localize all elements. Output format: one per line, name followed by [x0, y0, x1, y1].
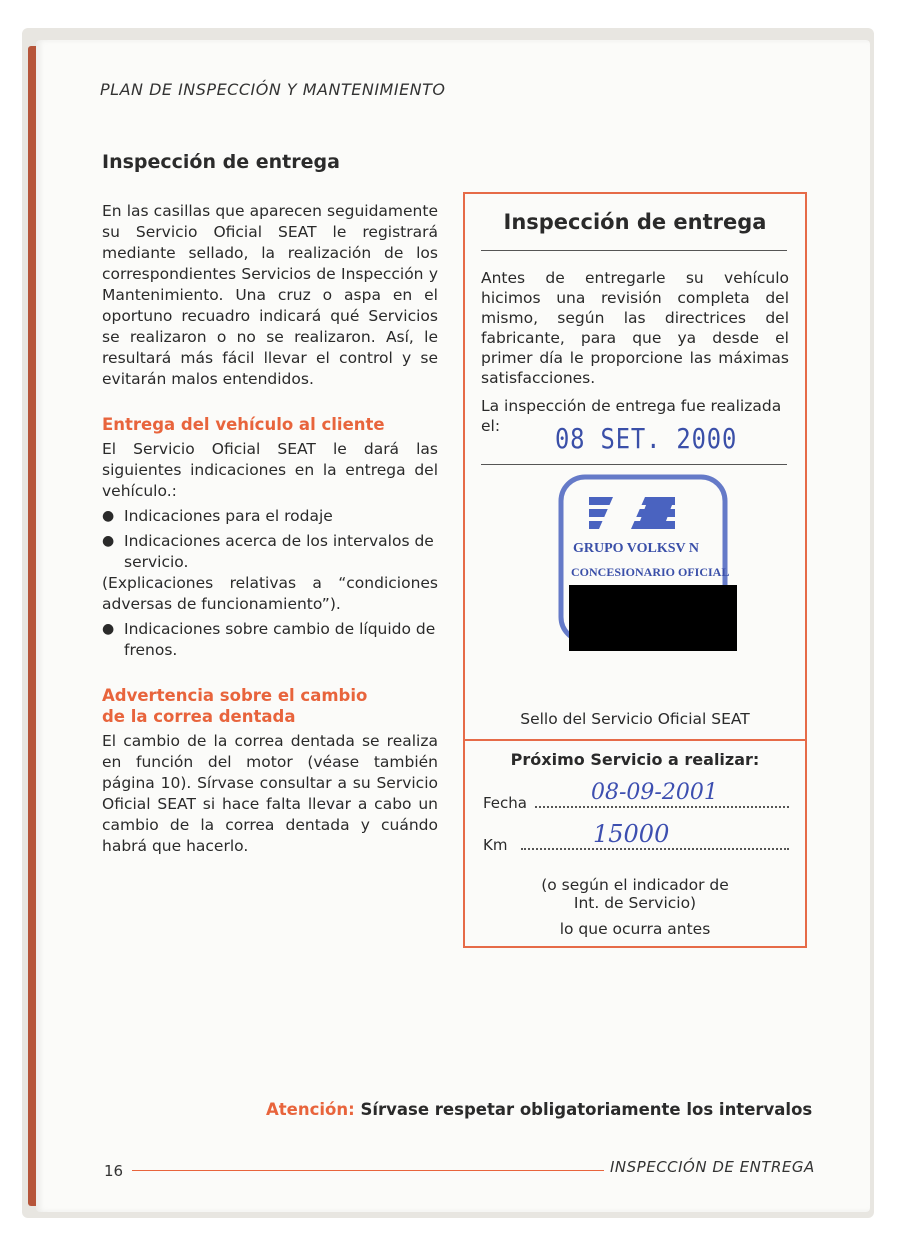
warning-text: Sírvase respetar obligatoriamente los intervalos: [360, 1100, 813, 1119]
date-stamp: 08 SET. 2000: [555, 422, 738, 455]
box-paragraph: Antes de entregarle su vehículo hicimos una revisión completa del mismo, según las directrices del fabricante, para que ya desde el primer día le proporcione las máximas satisfacciones.: [481, 269, 789, 387]
box-text: [481, 268, 789, 436]
page-number: 16: [104, 1162, 124, 1180]
bullet-text: Indicaciones sobre cambio de líquido de frenos.: [124, 620, 436, 659]
stamp-line2: CONCESIONARIO OFICIAL: [571, 565, 730, 579]
bullet-item: [102, 531, 438, 573]
km-handwritten-value: 15000: [593, 820, 670, 848]
footer-rule: [132, 1170, 604, 1171]
warning-note: [266, 1100, 812, 1119]
left-title: Inspección de entrega: [102, 151, 340, 173]
intro-paragraph: En las casillas que aparecen seguidamente su Servicio Oficial SEAT le registrará mediante sellado, la realización de los correspondientes Servicios de Inspección y Mantenimiento. Una cruz o aspa en el oportuno recuadro indicará qué Servicios se realizaron o no se realizaron. Así, le resultará más fácil llevar el control y se evitarán malos entendidos.: [102, 202, 438, 388]
running-head: PLAN DE INSPECCIÓN Y MANTENIMIENTO: [100, 80, 446, 99]
bullet-item: [102, 619, 438, 661]
tail-line2: Int. de Servicio): [573, 894, 697, 912]
stamp-line1: GRUPO VOLKSV N: [573, 541, 699, 556]
fecha-label: Fecha: [483, 794, 527, 812]
section2-heading-line2: de la correa dentada: [102, 707, 296, 726]
fecha-handwritten-value: 08-09-2001: [591, 780, 718, 805]
redaction-block: [569, 585, 737, 651]
bullet-text: Indicaciones acerca de los intervalos de servicio.: [124, 532, 434, 571]
footer-title: INSPECCIÓN DE ENTREGA: [610, 1158, 815, 1176]
left-column: [102, 152, 438, 857]
km-label: Km: [483, 836, 508, 854]
orange-divider: [465, 739, 805, 741]
bullet-dot-icon: ●: [102, 621, 115, 637]
bullet-dot-icon: ●: [102, 508, 115, 524]
bullet-text: Indicaciones para el rodaje: [124, 507, 333, 525]
bullet-dot-icon: ●: [102, 533, 115, 549]
section1-text: El Servicio Oficial SEAT le dará las siguientes indicaciones en la entrega del vehículo.:: [102, 440, 438, 500]
box-title: Inspección de entrega: [503, 210, 767, 234]
section2-heading-line1: Advertencia sobre el cambio: [102, 686, 368, 705]
bullet-item: [102, 506, 438, 527]
bullet-note: (Explicaciones relativas a “condiciones adversas de funcionamiento”).: [102, 574, 438, 613]
section1-heading: Entrega del vehículo al cliente: [102, 415, 385, 434]
delivery-inspection-box: [463, 192, 807, 948]
box-title-rule: [481, 250, 787, 251]
seal-label: Sello del Servicio Oficial SEAT: [520, 710, 750, 728]
section2-text: El cambio de la correa dentada se realiza en función del motor (véase también página 10). Sírvase consultar a su Servicio Oficial SEAT si hace falta llevar a cabo un cambio de la correa dentada y cuándo habrá que hacerlo.: [102, 732, 438, 855]
tail-line1: (o según el indicador de: [541, 876, 729, 894]
next-service-title: Próximo Servicio a realizar:: [510, 750, 760, 769]
date-rule: [481, 464, 787, 465]
section2-heading: [102, 685, 438, 727]
realized-label: La inspección de entrega fue realizada el:: [481, 397, 782, 435]
warning-label: Atención:: [266, 1100, 355, 1119]
tail-line3: lo que ocurra antes: [559, 920, 711, 938]
